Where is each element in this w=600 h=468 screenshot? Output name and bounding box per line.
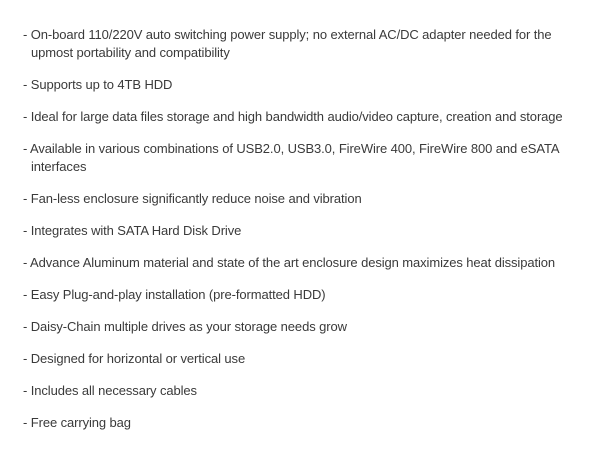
list-item [23, 190, 593, 208]
feature-text: Fan-less enclosure significantly reduce noise and vibration [30, 191, 362, 206]
feature-text: Available in various combinations of USB2.0, USB3.0, FireWire 400, FireWire 800 and eSATA interfaces [30, 141, 559, 174]
bullet-dash: - [23, 415, 31, 430]
feature-text: Easy Plug-and-play installation (pre-formatted HDD) [30, 287, 326, 302]
feature-text: Free carrying bag [30, 415, 131, 430]
list-item [23, 286, 593, 304]
list-item [23, 222, 593, 240]
list-item [23, 26, 593, 62]
list-item [23, 350, 593, 368]
list-item [23, 254, 593, 272]
feature-text: Advance Aluminum material and state of the art enclosure design maximizes heat dissipation [30, 255, 556, 270]
bullet-dash: - [23, 255, 31, 270]
feature-list [23, 26, 593, 446]
bullet-dash: - [23, 27, 31, 42]
list-item [23, 140, 593, 176]
bullet-dash: - [23, 383, 31, 398]
feature-text: Daisy-Chain multiple drives as your storage needs grow [30, 319, 347, 334]
list-item [23, 382, 593, 400]
bullet-dash: - [23, 191, 31, 206]
bullet-dash: - [23, 223, 31, 238]
bullet-dash: - [23, 319, 31, 334]
feature-text: Supports up to 4TB HDD [30, 77, 173, 92]
feature-text: Integrates with SATA Hard Disk Drive [30, 223, 242, 238]
feature-text: Designed for horizontal or vertical use [30, 351, 246, 366]
list-item [23, 414, 593, 432]
feature-text: On-board 110/220V auto switching power supply; no external AC/DC adapter needed for the upmost portability and compatibility [30, 27, 552, 60]
bullet-dash: - [23, 109, 31, 124]
feature-text: Ideal for large data files storage and high bandwidth audio/video capture, creation and storage [30, 109, 563, 124]
bullet-dash: - [23, 141, 31, 156]
list-item [23, 76, 593, 94]
list-item [23, 318, 593, 336]
bullet-dash: - [23, 287, 31, 302]
list-item [23, 108, 593, 126]
bullet-dash: - [23, 77, 31, 92]
feature-text: Includes all necessary cables [30, 383, 197, 398]
bullet-dash: - [23, 351, 31, 366]
